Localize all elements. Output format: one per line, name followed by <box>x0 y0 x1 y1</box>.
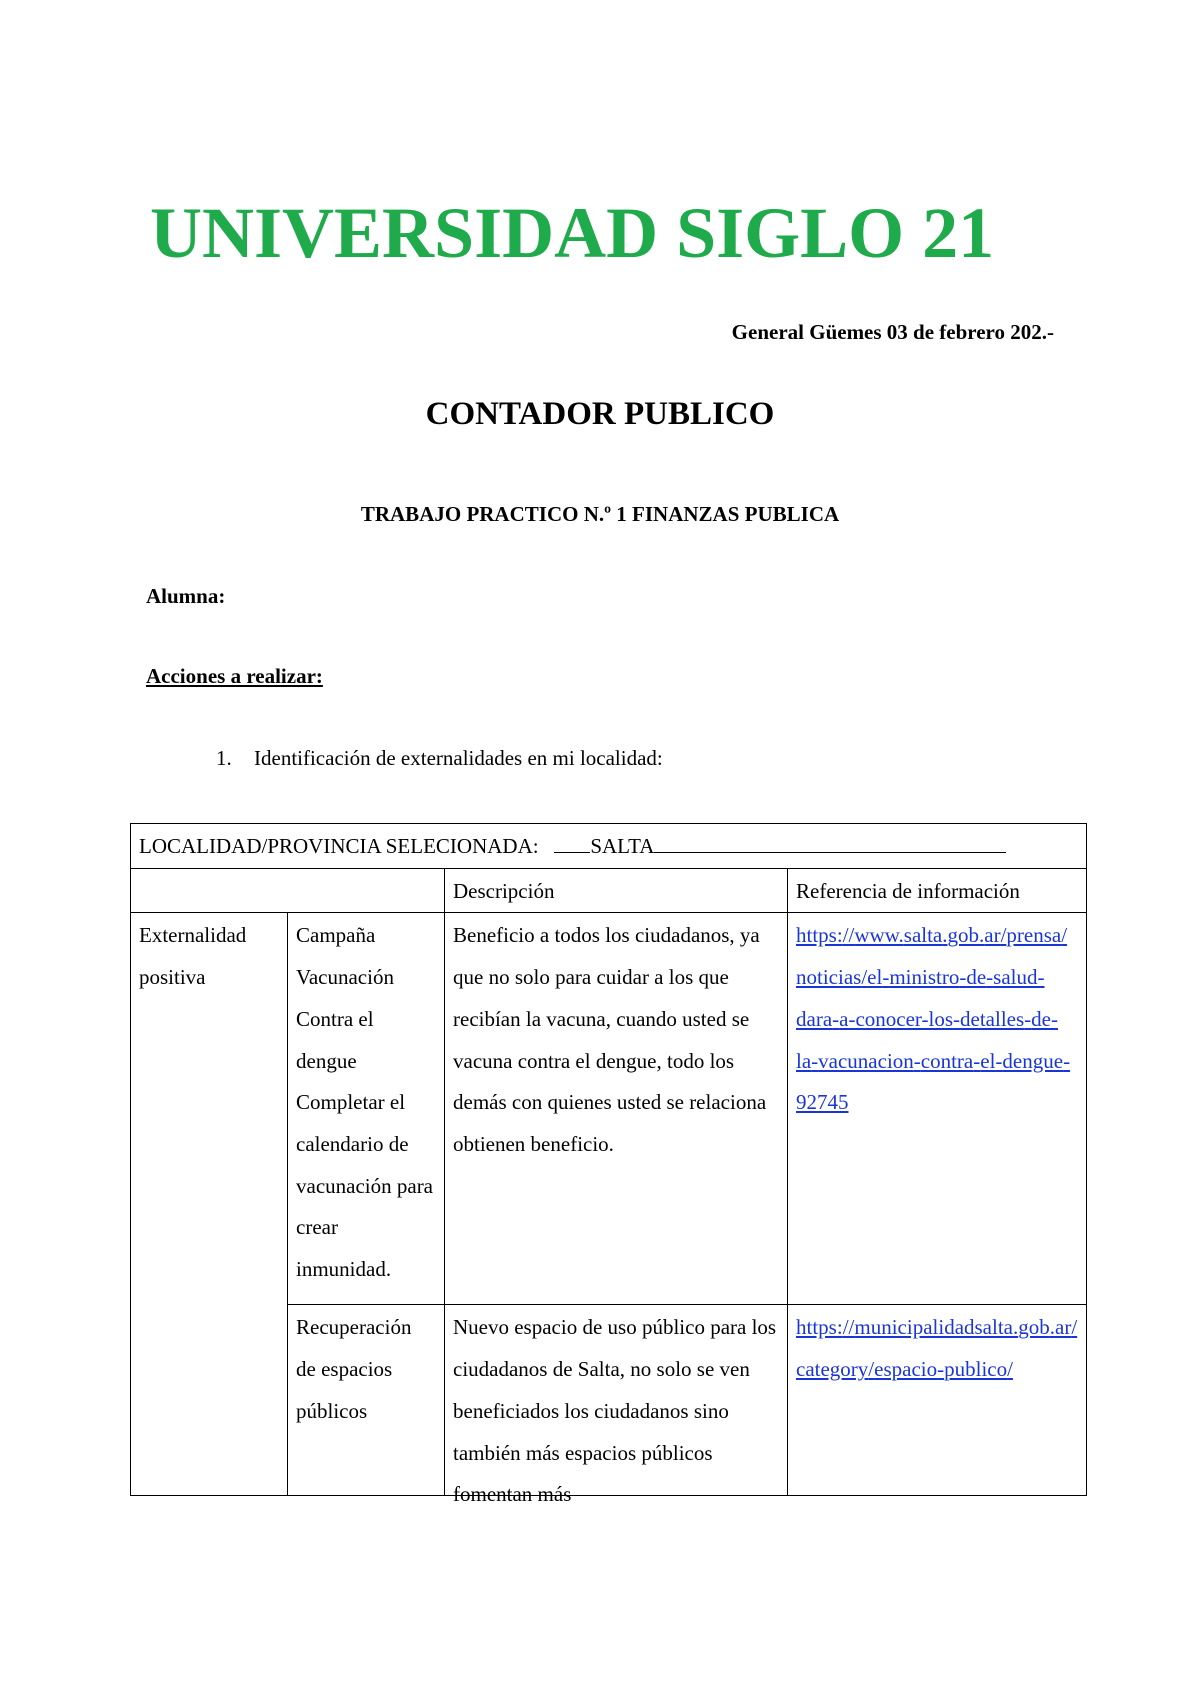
reference-wrap <box>796 1307 1078 1493</box>
header-row <box>131 868 1087 913</box>
university-title: UNIVERSIDAD SIGLO 21 <box>150 193 995 273</box>
reference-cell <box>788 1305 1087 1496</box>
action-cell <box>288 1305 445 1496</box>
career-title: CONTADOR PUBLICO <box>425 396 775 432</box>
date-line: General Güemes 03 de febrero 202.- <box>731 320 1054 344</box>
location-blank-after <box>654 832 1006 853</box>
list-item-number: 1. <box>216 746 232 770</box>
reference-link[interactable]: https://municipalidadsalta.gob.ar/category/espacio-publico/ <box>796 1315 1078 1382</box>
header-empty-cell <box>131 868 445 913</box>
action-cell: Campaña Vacunación Contra el dengue Completar el calendario de vacunación para crear inmunidad. <box>288 913 445 1305</box>
location-row <box>131 824 1087 869</box>
location-label: LOCALIDAD/PROVINCIA SELECIONADA: <box>139 834 539 858</box>
location-blank-before <box>554 832 590 853</box>
category-cell: Externalidad positiva <box>131 913 288 1496</box>
description-cell: Beneficio a todos los ciudadanos, ya que no solo para cuidar a los que recibían la vacuna, cuando usted se vacuna contra el dengue, todo los demás con quienes usted se relaciona obtienen beneficio. <box>445 913 788 1305</box>
student-label: Alumna: <box>146 584 226 608</box>
action-text: Recuperación de espacios públicos <box>296 1315 412 1423</box>
externalities-table <box>130 823 1087 1507</box>
description-cell <box>445 1305 788 1507</box>
list-item-text: Identificación de externalidades en mi localidad: <box>254 746 663 770</box>
reference-cell <box>788 913 1087 1305</box>
actions-label: Acciones a realizar: <box>146 664 323 688</box>
reference-link[interactable]: https://www.salta.gob.ar/prensa/noticias/el-ministro-de-salud-dara-a-conocer-los-detalles-de-la-vacunacion-contra-el-dengue-92745 <box>796 923 1071 1115</box>
description-text: Nuevo espacio de uso público para los ciudadanos de Salta, no solo se ven beneficiados los ciudadanos sino también más espacios públicos fomentan más <box>453 1315 777 1507</box>
location-cell <box>131 824 1087 869</box>
header-reference: Referencia de información <box>788 868 1087 913</box>
location-value: SALTA <box>590 834 655 858</box>
table-row <box>131 913 1087 1305</box>
list-item <box>216 744 663 772</box>
assignment-title: TRABAJO PRACTICO N.º 1 FINANZAS PUBLICA <box>360 502 840 526</box>
header-description: Descripción <box>445 868 788 913</box>
